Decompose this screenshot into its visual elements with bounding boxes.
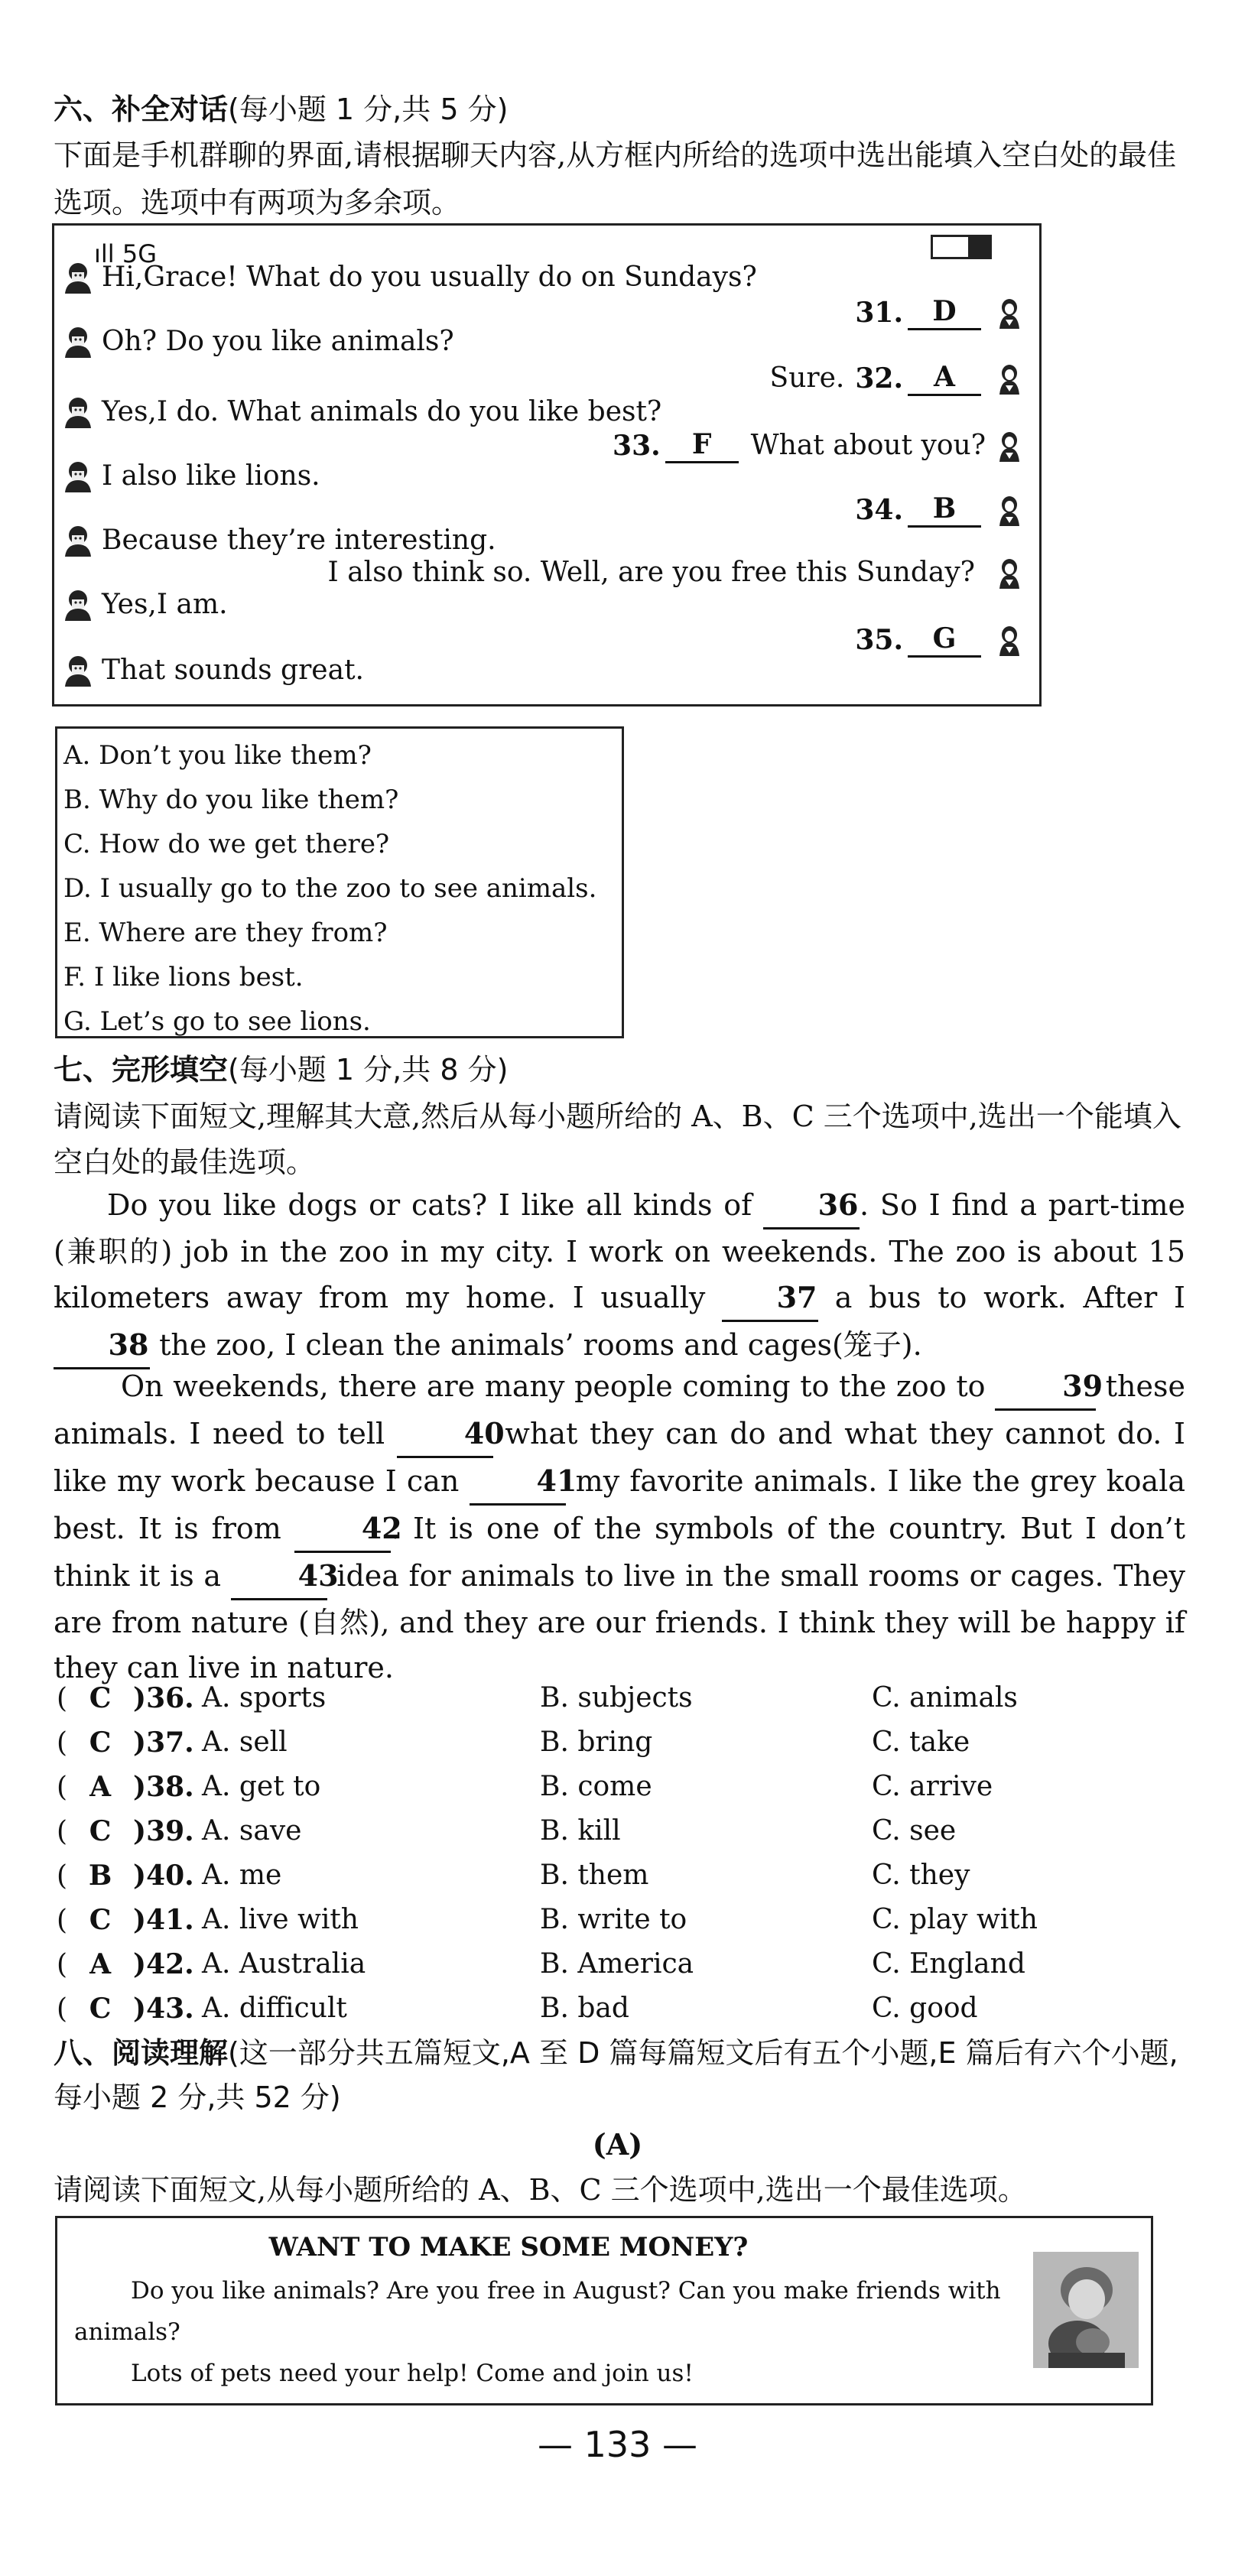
girl-avatar-icon [996,624,1022,656]
paren-open: ( [57,1993,68,2025]
option-c: C. they [872,1860,970,1891]
passage-text: these animals. I need to tell [54,1369,1185,1450]
answer-blank: D [908,294,981,330]
answer-blank: B [908,492,981,528]
option-c: C. good [872,1993,978,2024]
answer-blank: F [665,427,739,463]
question-row [57,1720,970,1766]
chat-message-right [855,492,1022,528]
question-number: )41. [133,1904,194,1936]
option-c: C. see [872,1815,957,1847]
cloze-paragraph-2 [54,1363,1185,1691]
option-a: A. live with [202,1904,359,1935]
option-item: A. Don’t you like them? [63,740,372,771]
option-a: A. save [202,1815,302,1847]
question-number: )36. [133,1682,194,1714]
section-7-instruction: 请阅读下面短文,理解其大意,然后从每小题所给的 A、B、C 三个选项中,选出一个能填入空白处的最佳选项。 [54,1100,1181,1179]
signal-status: ıll 5G [94,239,157,268]
option-item: C. How do we get there? [63,829,390,859]
blank-42: 42 [294,1506,391,1553]
boy-avatar-icon [62,326,94,358]
option-b: B. come [540,1771,652,1802]
paren-open: ( [57,1816,68,1847]
option-item: F. I like lions best. [63,962,304,992]
blank-38: 38 [54,1322,150,1369]
passage-text: what they can do and what they cannot do. I like my work because I can [54,1417,1185,1498]
blank-number: 35. [855,623,903,656]
answer-blank: A [908,360,981,396]
question-row [57,1986,978,2032]
question-row [57,1853,970,1899]
options-box [55,726,624,1038]
question-number: )38. [133,1771,194,1803]
section-8-title: 八、阅读理解 [54,2036,229,2070]
section-6-note: (每小题 1 分,共 5 分) [228,93,509,126]
paren-open: ( [57,1949,68,1980]
passage-text: On weekends, there are many people coming to the zoo to [121,1369,996,1403]
passage-text: idea for animals to live in the small rooms or cages. They are from nature (自然), and they are our friends. I think they will be happy if they can live in nature. [54,1559,1185,1684]
battery-icon [931,235,992,259]
message-text: That sounds great. [102,655,364,686]
option-a: A. Australia [202,1948,366,1980]
passage-text: a bus to work. After I [818,1281,1185,1314]
question-answer: A [89,1771,112,1803]
chat-message-left [62,395,661,429]
question-row [57,1809,957,1854]
passage-text: the zoo, I clean the animals’ rooms and cages(笼子). [150,1328,922,1362]
message-text: Hi,Grace! What do you usually do on Sundays? [102,261,757,293]
question-answer: C [89,1682,112,1714]
option-item: B. Why do you like them? [63,784,399,815]
option-a: A. difficult [202,1993,347,2024]
chat-message-left [62,325,454,359]
paren-open: ( [57,1860,68,1892]
option-b: B. bad [540,1993,629,2024]
boy-avatar-icon [62,460,94,492]
question-number: )37. [133,1727,194,1759]
question-answer: C [89,1993,112,2025]
chat-message-left [62,460,320,493]
girl-avatar-icon [996,430,1022,462]
boy-avatar-icon [62,589,94,621]
section-7-note: (每小题 1 分,共 8 分) [228,1053,509,1087]
question-answer: C [89,1815,112,1847]
section-6-instruction: 下面是手机群聊的界面,请根据聊天内容,从方框内所给的选项中选出能填入空白处的最佳选项。选项中有两项为多余项。 [54,138,1177,219]
blank-43: 43 [231,1553,327,1600]
paren-open: ( [57,1683,68,1714]
page-number: — 133 — [537,2424,698,2465]
paren-open: ( [57,1727,68,1759]
passage-a-title: (A) [592,2127,643,2162]
paren-open: ( [57,1905,68,1936]
blank-number: 31. [855,296,903,329]
option-a: A. get to [202,1771,321,1802]
blank-number: 32. [855,362,903,395]
option-b: B. bring [540,1727,653,1758]
chat-message-right [770,360,1022,396]
message-text: Yes,I am. [102,589,228,620]
option-b: B. kill [540,1815,621,1847]
answer-blank: G [908,622,981,658]
blank-39: 39 [995,1363,1096,1411]
option-c: C. arrive [872,1771,993,1802]
girl-avatar-icon [996,362,1022,395]
chat-screen [52,223,1042,707]
cloze-paragraph-1 [54,1182,1185,1369]
option-b: B. write to [540,1904,687,1935]
option-item: D. I usually go to the zoo to see animals. [63,873,597,904]
option-b: B. subjects [540,1682,693,1714]
question-row [57,1765,993,1810]
option-b: B. America [540,1948,694,1980]
message-text: I also like lions. [102,460,320,492]
question-answer: C [89,1904,112,1936]
question-number: )42. [133,1948,194,1980]
question-row [57,1898,1038,1943]
boy-avatar-icon [62,655,94,687]
chat-message-left [62,261,757,294]
option-a: A. sports [202,1682,327,1714]
blank-36: 36 [763,1182,860,1230]
message-text: I also think so. Well, are you free this Sunday? [327,557,975,588]
chat-message-right [328,556,1022,590]
boy-avatar-icon [62,396,94,428]
question-answer: A [89,1948,112,1980]
question-row [57,1676,1018,1721]
chat-message-left [62,654,364,687]
blank-number: 34. [855,493,903,526]
blank-40: 40 [397,1411,493,1458]
message-text: Yes,I do. What animals do you like best? [102,396,662,427]
message-text: Oh? Do you like animals? [102,326,454,357]
ad-line-2: animals? [74,2318,180,2346]
message-text: Sure. [769,362,845,394]
girl-avatar-icon [996,494,1022,526]
question-row [57,1942,1025,1987]
question-number: )43. [133,1993,194,2025]
question-answer: C [89,1727,112,1759]
question-number: )40. [133,1860,194,1892]
section-6-heading [54,90,508,128]
passage-text: my favorite animals. I like the grey koala best. It is from [54,1464,1186,1545]
ad-title: WANT TO MAKE SOME MONEY? [268,2232,749,2263]
girl-avatar-icon [996,557,1022,589]
passage-text: . So I find a part-time (兼职的) job in the zoo in my city. I work on weekends. The zoo is about 15 kilometers away from my home. I usually [54,1188,1185,1314]
chat-message-right [613,427,1022,463]
option-c: C. take [872,1727,970,1758]
paren-open: ( [57,1772,68,1803]
advertisement-box [55,2216,1153,2405]
ad-line-1: Do you like animals? Are you free in August? Can you make friends with [131,2277,1001,2305]
blank-41: 41 [470,1458,566,1506]
chat-message-right [855,622,1022,658]
boy-avatar-icon [62,525,94,557]
option-c: C. animals [872,1682,1018,1714]
option-b: B. them [540,1860,649,1891]
blank-number: 33. [613,429,661,462]
passage-text: . It is one of the symbols of the country. But I don’t think it is a [54,1512,1185,1593]
option-item: G. Let’s go to see lions. [63,1006,371,1037]
girl-avatar-icon [996,297,1022,329]
boy-avatar-icon [62,261,94,294]
message-text: Because they’re interesting. [102,525,496,556]
section-7-heading [54,1051,508,1089]
chat-message-right [855,294,1022,330]
blank-37: 37 [722,1275,818,1322]
girl-with-cat-photo [1033,2252,1139,2368]
question-number: )39. [133,1815,194,1847]
passage-text: Do you like dogs or cats? I like all kinds of [107,1188,764,1222]
chat-message-left [62,588,228,622]
ad-line-3: Lots of pets need your help! Come and join us! [131,2360,694,2387]
message-text: What about you? [750,429,986,461]
section-7-title: 七、完形填空 [54,1053,229,1087]
section-8-note: (这一部分共五篇短文,A 至 D 篇每篇短文后有五个小题,E 篇后有六个小题,每小题 2 分,共 52 分) [54,2036,1178,2114]
section-8-instruction: 请阅读下面短文,从每小题所给的 A、B、C 三个选项中,选出一个最佳选项。 [54,2173,1027,2207]
section-8-heading [54,2031,1185,2120]
option-c: C. England [872,1948,1025,1980]
option-c: C. play with [872,1904,1038,1935]
question-answer: B [88,1860,112,1892]
option-a: A. sell [202,1727,288,1758]
option-a: A. me [202,1860,282,1891]
chat-message-left [62,524,496,557]
section-6-title: 六、补全对话 [54,93,229,126]
option-item: E. Where are they from? [63,918,388,948]
